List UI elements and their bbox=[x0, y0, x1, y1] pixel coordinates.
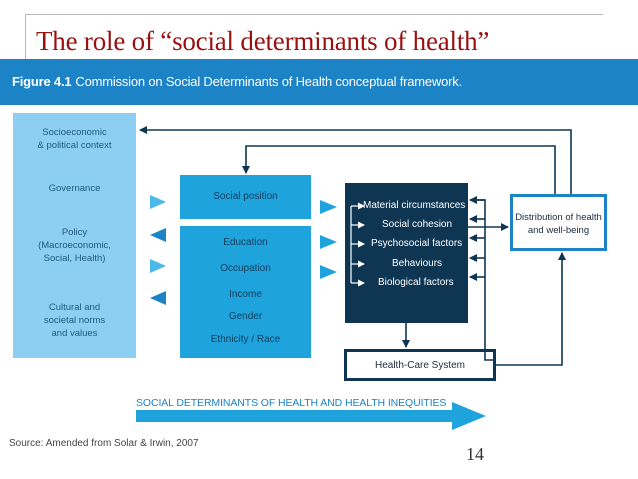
triangle-right-2 bbox=[150, 259, 166, 273]
triangle-mid-3 bbox=[320, 265, 337, 279]
intermediary-social-cohesion: Social cohesion bbox=[382, 219, 453, 230]
context-item-socioeconomic: Socioeconomic & political context bbox=[37, 127, 112, 151]
stratifier-occupation: Occupation bbox=[220, 263, 271, 274]
distribution-label: Distribution of health and well-being bbox=[515, 212, 602, 236]
page-number: 14 bbox=[466, 444, 484, 464]
triangle-right-1 bbox=[150, 195, 166, 209]
figure-source: Source: Amended from Solar & Irwin, 2007 bbox=[9, 438, 199, 449]
social-position-label: Social position bbox=[213, 191, 278, 202]
health-care-to-distribution-line bbox=[496, 253, 562, 365]
health-care-to-intermediary-line bbox=[470, 200, 496, 360]
intermediary-material: Material circumstances bbox=[363, 200, 466, 211]
triangle-left-1 bbox=[150, 228, 166, 242]
triangle-mid-2 bbox=[320, 235, 337, 249]
stratifier-gender: Gender bbox=[228, 311, 263, 322]
stratifier-income: Income bbox=[229, 289, 262, 300]
figure-caption: Commission on Social Determinants of Health conceptual framework. bbox=[75, 74, 462, 89]
intermediary-psychosocial: Psychosocial factors bbox=[371, 238, 463, 249]
intermediary-behaviours: Behaviours bbox=[392, 258, 443, 269]
triangle-mid-1 bbox=[320, 200, 337, 214]
feedback-line-social-position bbox=[246, 146, 555, 194]
triangle-left-2 bbox=[150, 291, 166, 305]
context-item-governance: Governance bbox=[48, 183, 101, 194]
figure-label: Figure 4.1 bbox=[12, 74, 72, 89]
health-care-system-label: Health-Care System bbox=[374, 360, 466, 371]
feedback-line-context bbox=[140, 130, 571, 194]
context-item-policy: Policy (Macroeconomic, Social, Health) bbox=[38, 227, 111, 264]
intermediary-biological: Biological factors bbox=[378, 277, 454, 288]
sdh-arrow-label: SOCIAL DETERMINANTS OF HEALTH AND HEALTH INEQUITIES bbox=[136, 397, 447, 409]
stratifier-ethnicity: Ethnicity / Race bbox=[210, 334, 281, 345]
stratifier-education: Education bbox=[223, 237, 268, 248]
context-item-cultural: Cultural and societal norms and values bbox=[43, 302, 106, 339]
slide-title: The role of “social determinants of health” bbox=[36, 26, 490, 56]
